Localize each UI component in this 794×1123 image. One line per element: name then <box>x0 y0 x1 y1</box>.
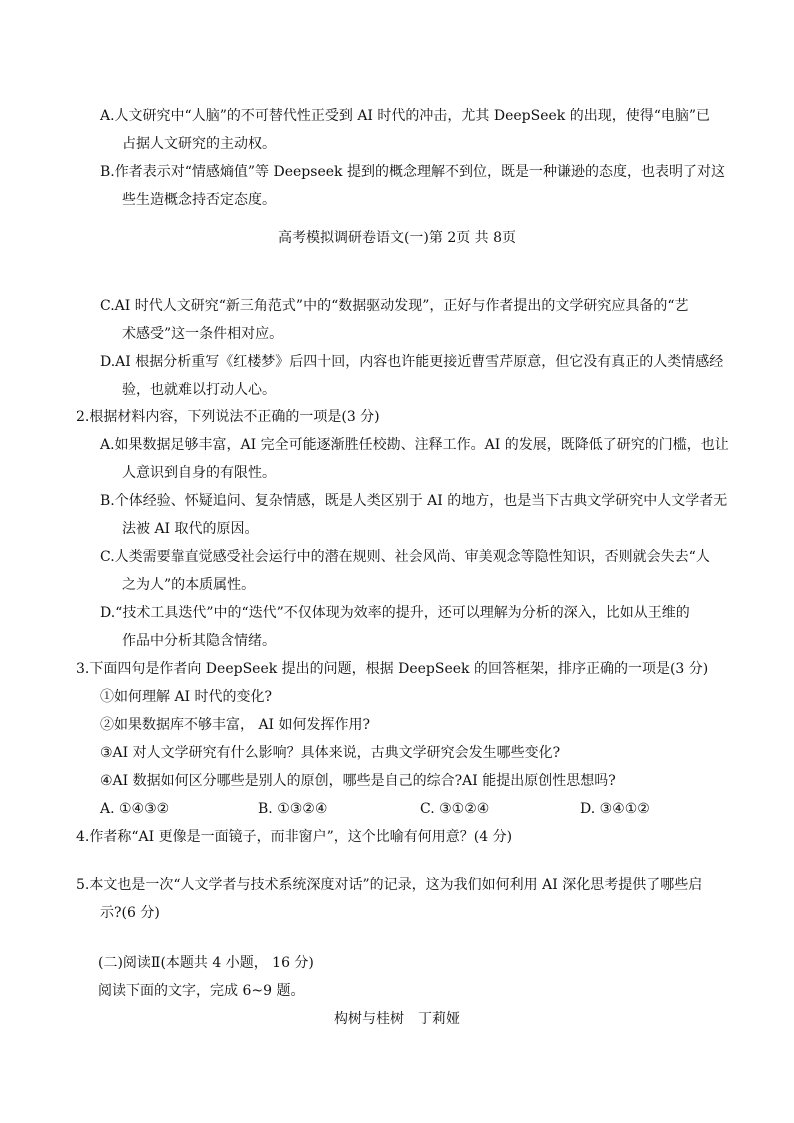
q2-option-b-line1: B.个体经验、怀疑追问、复杂情感，既是人类区别于 AI 的地方，也是当下古典文学研究中人文学者无 <box>100 493 728 509</box>
option-b-line2: 些生造概念持否定态度。 <box>122 192 276 208</box>
section-2-instruction: 阅读下面的文字，完成 6~9 题。 <box>98 983 305 999</box>
option-b-line1: B.作者表示对“情感熵值”等 Deepseek 提到的概念理解不到位，既是一种谦逊的态度，也表明了对这 <box>100 164 725 180</box>
question-2-stem: 2.根据材料内容，下列说法不正确的一项是(3 分) <box>76 409 380 425</box>
q1-option-c-line1: C.AI 时代人文研究“新三角范式”中的“数据驱动发现”，正好与作者提出的文学研究应具备的“艺 <box>100 298 689 314</box>
option-a-line1: A.人文研究中“人脑”的不可替代性正受到 AI 时代的冲击，尤其 DeepSeek 的出现，使得“电脑”已 <box>100 108 711 124</box>
option-a-line2: 占据人文研究的主动权。 <box>122 136 276 152</box>
q3-item-3: ③AI 对人文学研究有什么影响？具体来说，古典文学研究会发生哪些变化? <box>100 745 561 761</box>
question-3-stem: 3.下面四句是作者向 DeepSeek 提出的问题，根据 DeepSeek 的回答框架，排序正确的一项是(3 分) <box>76 661 709 677</box>
question-5-line2: 示?(6 分) <box>100 905 160 921</box>
q2-option-d-line1: D.“技术工具迭代”中的“迭代”不仅体现为效率的提升，还可以理解为分析的深入，比如从王维的 <box>100 605 690 621</box>
question-5-line1: 5.本文也是一次“人文学者与技术系统深度对话”的记录，这为我们如何利用 AI 深化思考提供了哪些启 <box>76 877 703 893</box>
page-footer: 高考模拟调研卷语文(一)第 2页 共 8页 <box>277 230 517 246</box>
q2-option-a-line1: A.如果数据足够丰富，AI 完全可能逐渐胜任校勘、注释工作。AI 的发展，既降低了研究的门槛，也让 <box>100 437 729 453</box>
q3-choice-c: C. ③①②④ <box>420 801 490 817</box>
q3-item-4: ④AI 数据如何区分哪些是别人的原创，哪些是自己的综合?AI 能提出原创性思想吗? <box>100 773 616 789</box>
q3-item-1: ①如何理解 AI 时代的变化? <box>100 689 273 705</box>
q3-item-2: ②如果数据库不够丰富， AI 如何发挥作用? <box>100 717 371 733</box>
q2-option-a-line2: 人意识到自身的有限性。 <box>122 465 276 481</box>
q1-option-c-line2: 术感受”这一条件相对应。 <box>122 326 284 342</box>
q3-choice-d: D. ③④①② <box>580 801 650 817</box>
section-2-heading: (二)阅读Ⅱ(本题共 4 小题， 16 分) <box>98 955 314 971</box>
question-4-stem: 4.作者称“AI 更像是一面镜子，而非窗户”，这个比喻有何用意？(4 分) <box>76 829 513 845</box>
q2-option-b-line2: 法被 AI 取代的原因。 <box>122 521 259 537</box>
q3-choice-a: A. ①④③② <box>100 801 170 817</box>
q1-option-d-line2: 验，也就难以打动人心。 <box>122 382 276 398</box>
q3-choice-b: B. ①③②④ <box>258 801 328 817</box>
q1-option-d-line1: D.AI 根据分析重写《红楼梦》后四十回，内容也许能更接近曹雪芹原意，但它没有真正的人类情感经 <box>100 354 724 370</box>
article-title: 构树与桂树 丁莉娅 <box>334 1011 460 1027</box>
q3-choices <box>0 799 794 819</box>
q2-option-d-line2: 作品中分析其隐含情绪。 <box>122 633 276 649</box>
q2-option-c-line2: 之为人”的本质属性。 <box>122 577 256 593</box>
q2-option-c-line1: C.人类需要靠直觉感受社会运行中的潜在规则、社会风尚、审美观念等隐性知识，否则就会失去“人 <box>100 549 710 565</box>
